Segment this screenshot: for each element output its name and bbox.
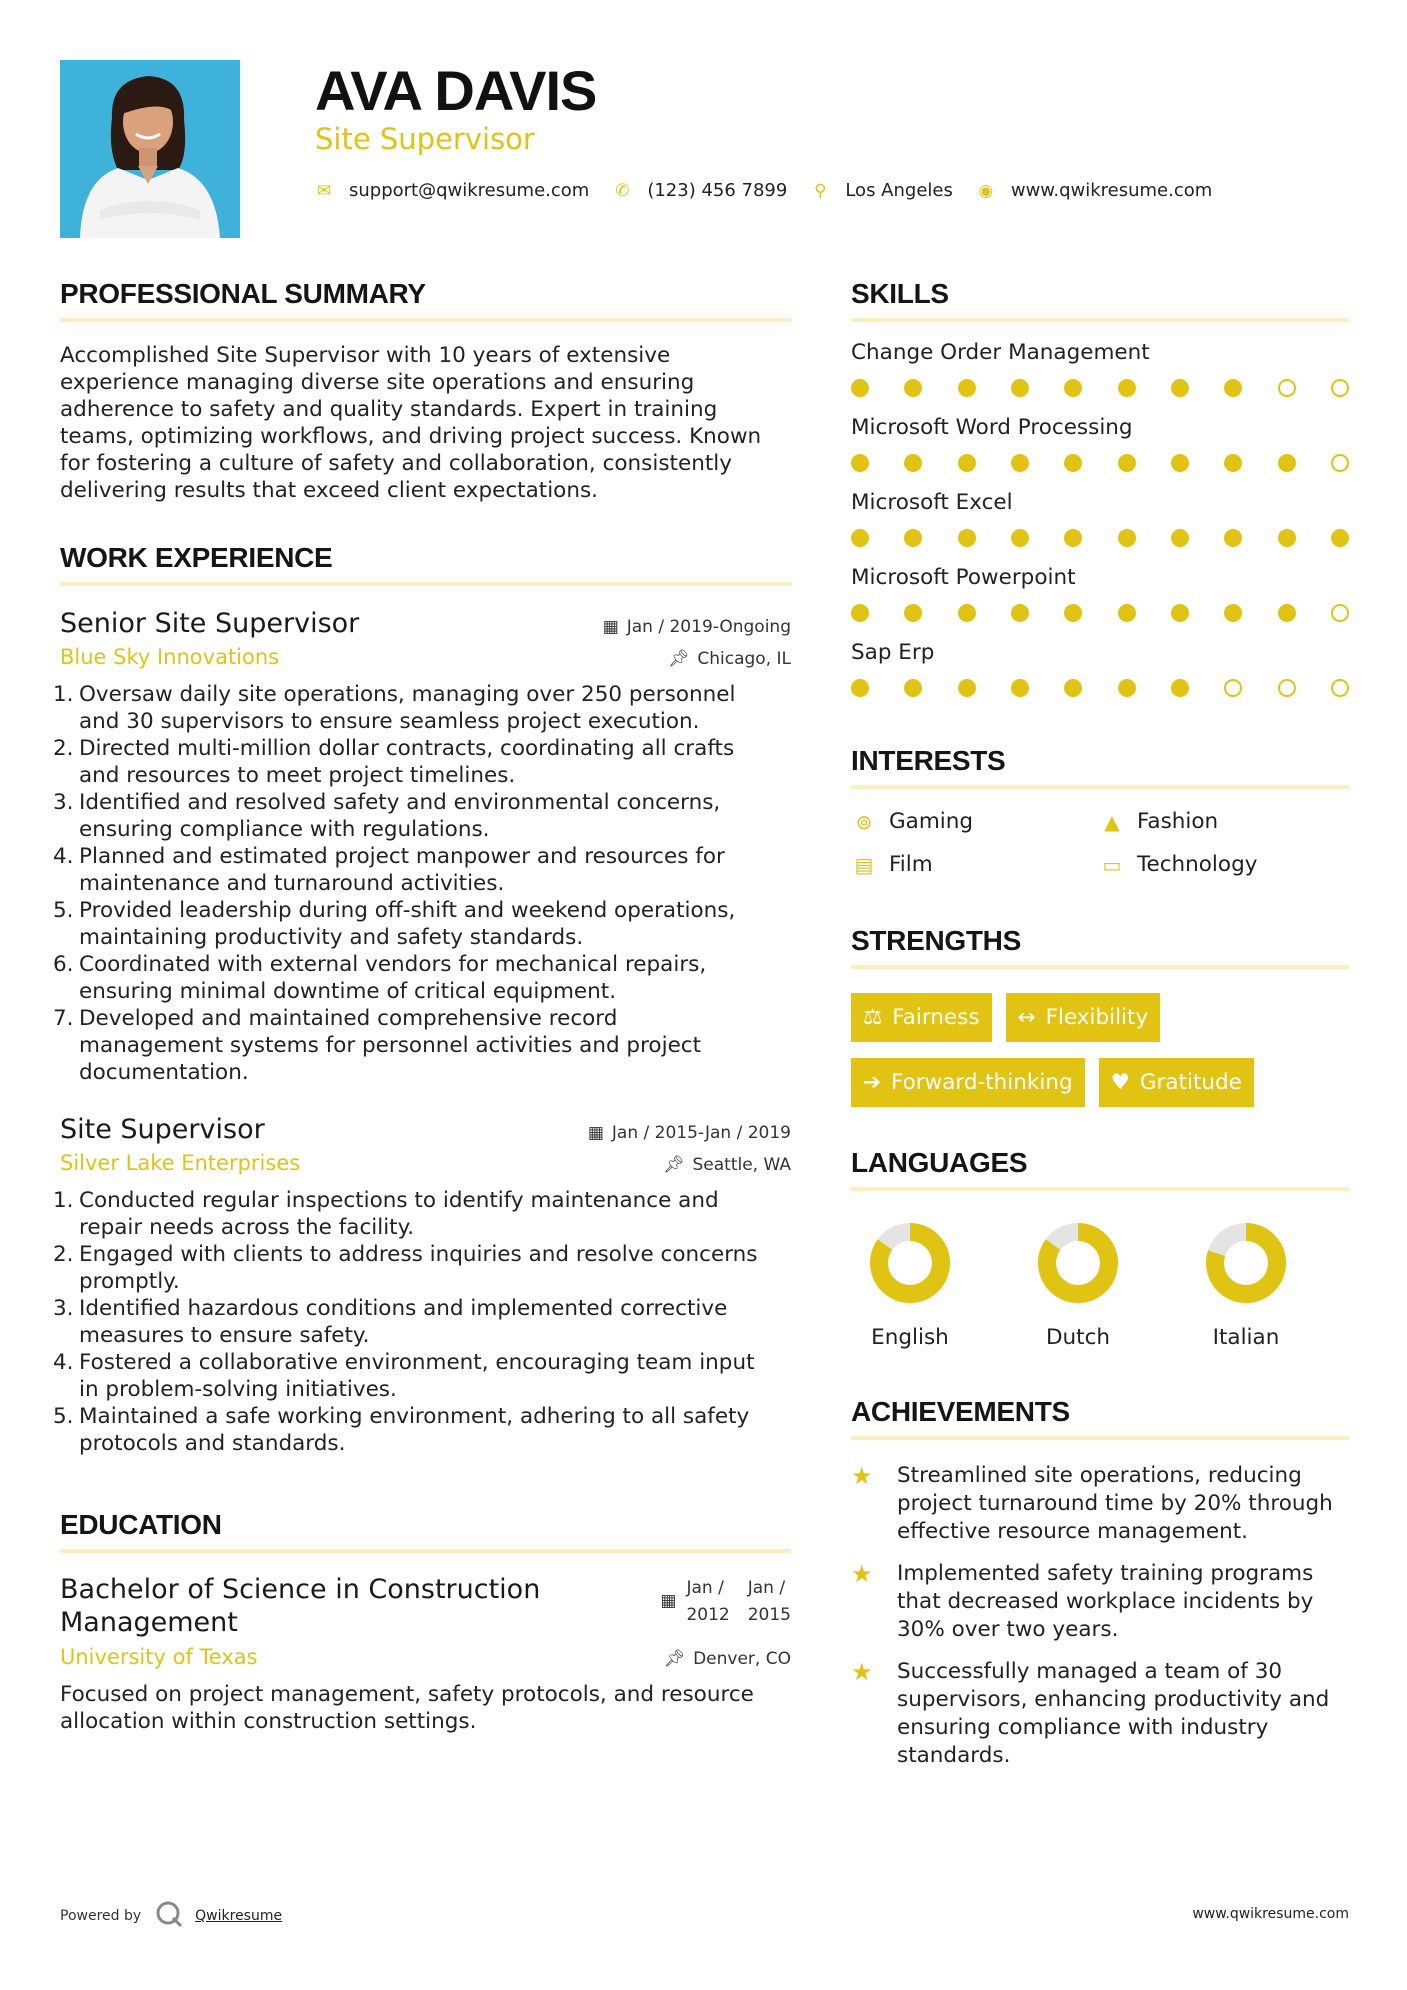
- list-item: 5. Provided leadership during off-shift and weekend operations, maintaining productivity and safety standards.: [53, 898, 736, 950]
- section-divider: [851, 1187, 1349, 1191]
- degree-title: Bachelor of Science in Construction Management: [60, 1574, 541, 1638]
- achievement-item: ★ Implemented safety training programs that decreased workplace incidents by 30% over two years.: [851, 1560, 1314, 1642]
- job-location-text: Seattle, WA: [692, 1155, 791, 1175]
- rating-dot-filled: [904, 454, 922, 472]
- skill-item: [851, 640, 1349, 697]
- school-location-text: Denver, CO: [693, 1649, 791, 1669]
- map-pin-icon: ⚲: [814, 180, 827, 201]
- education-section: [60, 1509, 791, 1735]
- rating-dot-filled: [1118, 454, 1136, 472]
- arrow-right-icon: ➔: [863, 1070, 882, 1095]
- rating-dot-filled: [1064, 604, 1082, 622]
- job-bullets: [53, 681, 791, 1086]
- rating-dot-filled: [1118, 529, 1136, 547]
- rating-dot-filled: [1011, 604, 1029, 622]
- film-icon: ▤: [854, 852, 874, 877]
- qwikresume-link[interactable]: Qwikresume: [195, 1908, 283, 1924]
- qwikresume-logo-icon: [155, 1900, 183, 1932]
- list-item: 7. Developed and maintained comprehensive record management systems for personnel activities and project documentation.: [53, 1006, 702, 1085]
- balance-scale-icon: ⚖: [863, 1005, 883, 1030]
- rating-dot-filled: [1278, 529, 1296, 547]
- star-icon: ★: [851, 1658, 873, 1686]
- job-location-text: Chicago, IL: [697, 649, 791, 669]
- candidate-role: Site Supervisor: [315, 122, 535, 156]
- skill-rating: [851, 454, 1349, 472]
- skill-name: Change Order Management: [851, 340, 1150, 365]
- footer-powered-by: [60, 1900, 282, 1932]
- skill-name: Microsoft Word Processing: [851, 415, 1133, 440]
- education-start: Jan / 2012: [686, 1578, 730, 1625]
- pushpin-icon: 📌︎: [667, 649, 690, 669]
- candidate-name: AVA DAVIS: [315, 59, 597, 122]
- rating-dot-filled: [851, 379, 869, 397]
- rating-dot-filled: [1224, 454, 1242, 472]
- achievements-heading: ACHIEVEMENTS: [851, 1396, 1070, 1427]
- rating-dot-filled: [1064, 454, 1082, 472]
- skill-rating: [851, 679, 1349, 697]
- language-item: [1036, 1221, 1120, 1350]
- summary-line: for fostering a culture of safety and collaboration, consistently: [60, 451, 732, 476]
- calendar-icon: ▦: [587, 1123, 604, 1143]
- section-divider: [60, 1549, 791, 1553]
- rating-dot-filled: [1011, 529, 1029, 547]
- website-text: www.qwikresume.com: [1010, 180, 1213, 201]
- strength-tag: ⚖ Fairness: [851, 993, 992, 1042]
- job-location: [668, 649, 791, 669]
- contact-phone[interactable]: [613, 180, 787, 201]
- rating-dot-filled: [958, 454, 976, 472]
- section-divider: [851, 1436, 1349, 1440]
- education-end: Jan / 2015: [747, 1578, 791, 1625]
- summary-line: adherence to safety and quality standards. Expert in training: [60, 397, 718, 422]
- job-company: Silver Lake Enterprises: [60, 1151, 301, 1175]
- laptop-icon: ▭: [1102, 852, 1122, 877]
- achievement-item: ★ Successfully managed a team of 30 supervisors, enhancing productivity and ensuring compliance with industry standards.: [851, 1658, 1330, 1768]
- shopping-bag-icon: ▲: [1104, 809, 1120, 834]
- rating-dot-filled: [1171, 679, 1189, 697]
- experience-heading: WORK EXPERIENCE: [60, 542, 333, 573]
- calendar-icon: ▦: [602, 617, 619, 637]
- pushpin-icon: 📌︎: [662, 1155, 685, 1175]
- interests-list: [851, 809, 1349, 877]
- rating-dot-filled: [1331, 529, 1349, 547]
- location-text: Los Angeles: [845, 180, 953, 201]
- profile-photo: [60, 60, 240, 238]
- rating-dot-filled: [1011, 454, 1029, 472]
- job-company: Blue Sky Innovations: [60, 645, 280, 669]
- rating-dot-filled: [1011, 379, 1029, 397]
- rating-dot-filled: [1278, 454, 1296, 472]
- experience-section: [53, 542, 791, 1457]
- job-date-text: Jan / 2015-Jan / 2019: [611, 1123, 791, 1143]
- rating-dot-filled: [1171, 604, 1189, 622]
- globe-icon: ◉: [978, 180, 994, 201]
- language-donut: [868, 1221, 952, 1305]
- list-item: 2. Engaged with clients to address inquiries and resolve concerns promptly.: [53, 1242, 758, 1294]
- strength-tag: ➔ Forward-thinking: [851, 1058, 1085, 1107]
- interests-section: [851, 745, 1349, 877]
- language-item: [868, 1221, 952, 1350]
- list-item: 3. Identified and resolved safety and environmental concerns, ensuring compliance with regulations.: [53, 790, 721, 842]
- skill-rating: [851, 529, 1349, 547]
- skill-item: [851, 490, 1349, 547]
- contact-location: [811, 180, 953, 201]
- skill-rating: [851, 379, 1349, 397]
- calendar-icon: ▦: [660, 1591, 677, 1611]
- rating-dot-filled: [851, 454, 869, 472]
- skill-rating: [851, 604, 1349, 622]
- achievements-section: [851, 1396, 1349, 1770]
- strength-tag: ♥ Gratitude: [1099, 1058, 1254, 1107]
- gamepad-icon: ⊚: [855, 809, 873, 834]
- school-name: University of Texas: [60, 1645, 258, 1669]
- skills-section: [851, 278, 1349, 697]
- contact-website[interactable]: [977, 180, 1212, 201]
- rating-dot-filled: [1064, 679, 1082, 697]
- strength-tag: ↔ Flexibility: [1006, 993, 1161, 1042]
- rating-dot-filled: [1011, 679, 1029, 697]
- rating-dot-filled: [851, 604, 869, 622]
- rating-dot-filled: [1224, 604, 1242, 622]
- job-bullets: [53, 1187, 791, 1457]
- job-entry: [53, 608, 791, 1086]
- skill-item: [851, 565, 1349, 622]
- arrows-horizontal-icon: ↔: [1017, 1005, 1036, 1030]
- languages-heading: LANGUAGES: [851, 1147, 1028, 1178]
- job-date: [588, 1123, 791, 1143]
- list-item: 4. Planned and estimated project manpower and resources for maintenance and turnaround activities.: [53, 844, 725, 896]
- interests-heading: INTERESTS: [851, 745, 1006, 776]
- rating-dot-filled: [958, 604, 976, 622]
- list-item: 5. Maintained a safe working environment, adhering to all safety protocols and standards.: [53, 1404, 750, 1456]
- section-divider: [60, 318, 791, 322]
- list-item: 1. Oversaw daily site operations, managing over 250 personnel and 30 supervisors to ensure seamless project execution.: [53, 682, 736, 734]
- skills-list: [851, 340, 1349, 697]
- powered-by-text: Powered by: [60, 1908, 142, 1924]
- rating-dot-filled: [1278, 604, 1296, 622]
- strengths-section: [851, 925, 1349, 1107]
- interest-item: ▤ Film: [851, 852, 1099, 877]
- rating-dot-filled: [1171, 529, 1189, 547]
- rating-dot-empty: [1278, 379, 1296, 397]
- language-label: Italian: [1212, 1325, 1280, 1350]
- footer-website[interactable]: www.qwikresume.com: [1192, 1906, 1349, 1922]
- phone-icon: ✆: [615, 180, 630, 201]
- summary-section: [60, 278, 791, 504]
- skill-name: Sap Erp: [851, 640, 935, 665]
- contact-bar: [315, 180, 1236, 201]
- section-divider: [851, 965, 1349, 969]
- email-text: support@qwikresume.com: [349, 180, 590, 201]
- summary-line: teams, optimizing workflows, and driving project success. Known: [60, 424, 762, 449]
- star-icon: ★: [851, 1560, 873, 1588]
- rating-dot-filled: [1118, 604, 1136, 622]
- job-date-text: Jan / 2019-Ongoing: [626, 617, 791, 637]
- interest-item: ▲ Fashion: [1099, 809, 1347, 834]
- skill-item: [851, 340, 1349, 397]
- list-item: 3. Identified hazardous conditions and implemented corrective measures to ensure safety.: [53, 1296, 728, 1348]
- language-item: [1204, 1221, 1288, 1350]
- envelope-icon: ✉: [316, 180, 332, 201]
- rating-dot-empty: [1331, 454, 1349, 472]
- summary-line: Accomplished Site Supervisor with 10 years of extensive: [60, 343, 671, 368]
- language-label: Dutch: [1045, 1325, 1111, 1350]
- summary-heading: PROFESSIONAL SUMMARY: [60, 278, 426, 309]
- job-title: Senior Site Supervisor: [60, 608, 360, 639]
- rating-dot-filled: [1118, 679, 1136, 697]
- star-icon: ★: [851, 1462, 873, 1490]
- rating-dot-filled: [958, 679, 976, 697]
- skills-heading: SKILLS: [851, 278, 949, 309]
- education-dates: [660, 1575, 791, 1629]
- contact-email[interactable]: [315, 180, 589, 201]
- rating-dot-filled: [958, 529, 976, 547]
- skill-name: Microsoft Powerpoint: [851, 565, 1076, 590]
- rating-dot-empty: [1331, 604, 1349, 622]
- rating-dot-filled: [904, 529, 922, 547]
- phone-text: (123) 456 7899: [647, 180, 788, 201]
- job-location: [663, 1155, 791, 1175]
- interest-item: ▭ Technology: [1099, 852, 1347, 877]
- skill-item: [851, 415, 1349, 472]
- section-divider: [851, 785, 1349, 789]
- summary-line: delivering results that exceed client expectations.: [60, 478, 598, 503]
- rating-dot-filled: [1171, 454, 1189, 472]
- languages-section: [851, 1147, 1349, 1350]
- strengths-heading: STRENGTHS: [851, 925, 1021, 956]
- skill-name: Microsoft Excel: [851, 490, 1013, 515]
- list-item: 2. Directed multi-million dollar contracts, coordinating all crafts and resources to meet project timelines.: [53, 736, 735, 788]
- rating-dot-filled: [1064, 529, 1082, 547]
- rating-dot-empty: [1331, 379, 1349, 397]
- education-description: Focused on project management, safety protocols, and resource allocation within construction settings.: [60, 1682, 754, 1734]
- rating-dot-filled: [851, 529, 869, 547]
- left-column: [53, 278, 791, 1735]
- language-donut: [1036, 1221, 1120, 1305]
- rating-dot-filled: [1118, 379, 1136, 397]
- rating-dot-filled: [1064, 379, 1082, 397]
- language-label: English: [871, 1325, 949, 1350]
- interest-item: ⊚ Gaming: [851, 809, 1099, 834]
- job-title: Site Supervisor: [60, 1114, 265, 1145]
- rating-dot-empty: [1278, 679, 1296, 697]
- section-divider: [60, 582, 791, 586]
- right-column: [851, 278, 1349, 1770]
- job-date: [603, 617, 791, 637]
- list-item: 6. Coordinated with external vendors for mechanical repairs, ensuring minimal downtime of critical equipment.: [53, 952, 707, 1004]
- rating-dot-filled: [958, 379, 976, 397]
- rating-dot-filled: [851, 679, 869, 697]
- rating-dot-filled: [904, 679, 922, 697]
- rating-dot-filled: [904, 604, 922, 622]
- summary-text: [60, 342, 791, 504]
- school-location: [664, 1649, 792, 1669]
- rating-dot-filled: [1224, 379, 1242, 397]
- education-heading: EDUCATION: [60, 1509, 222, 1540]
- rating-dot-filled: [904, 379, 922, 397]
- rating-dot-filled: [1171, 379, 1189, 397]
- list-item: 1. Conducted regular inspections to identify maintenance and repair needs across the facility.: [53, 1188, 719, 1240]
- job-entry: [53, 1114, 791, 1457]
- languages-list: [851, 1221, 1349, 1350]
- list-item: 4. Fostered a collaborative environment, encouraging team input in problem-solving initiatives.: [53, 1350, 755, 1402]
- achievement-item: ★ Streamlined site operations, reducing project turnaround time by 20% through effective resource management.: [851, 1462, 1333, 1544]
- heart-icon: ♥: [1110, 1070, 1130, 1095]
- summary-line: experience managing diverse site operations and ensuring: [60, 370, 695, 395]
- strengths-list: [851, 993, 1349, 1107]
- pushpin-icon: 📌︎: [663, 1649, 686, 1669]
- rating-dot-empty: [1224, 679, 1242, 697]
- rating-dot-filled: [1224, 529, 1242, 547]
- rating-dot-empty: [1331, 679, 1349, 697]
- language-donut: [1204, 1221, 1288, 1305]
- section-divider: [851, 318, 1349, 322]
